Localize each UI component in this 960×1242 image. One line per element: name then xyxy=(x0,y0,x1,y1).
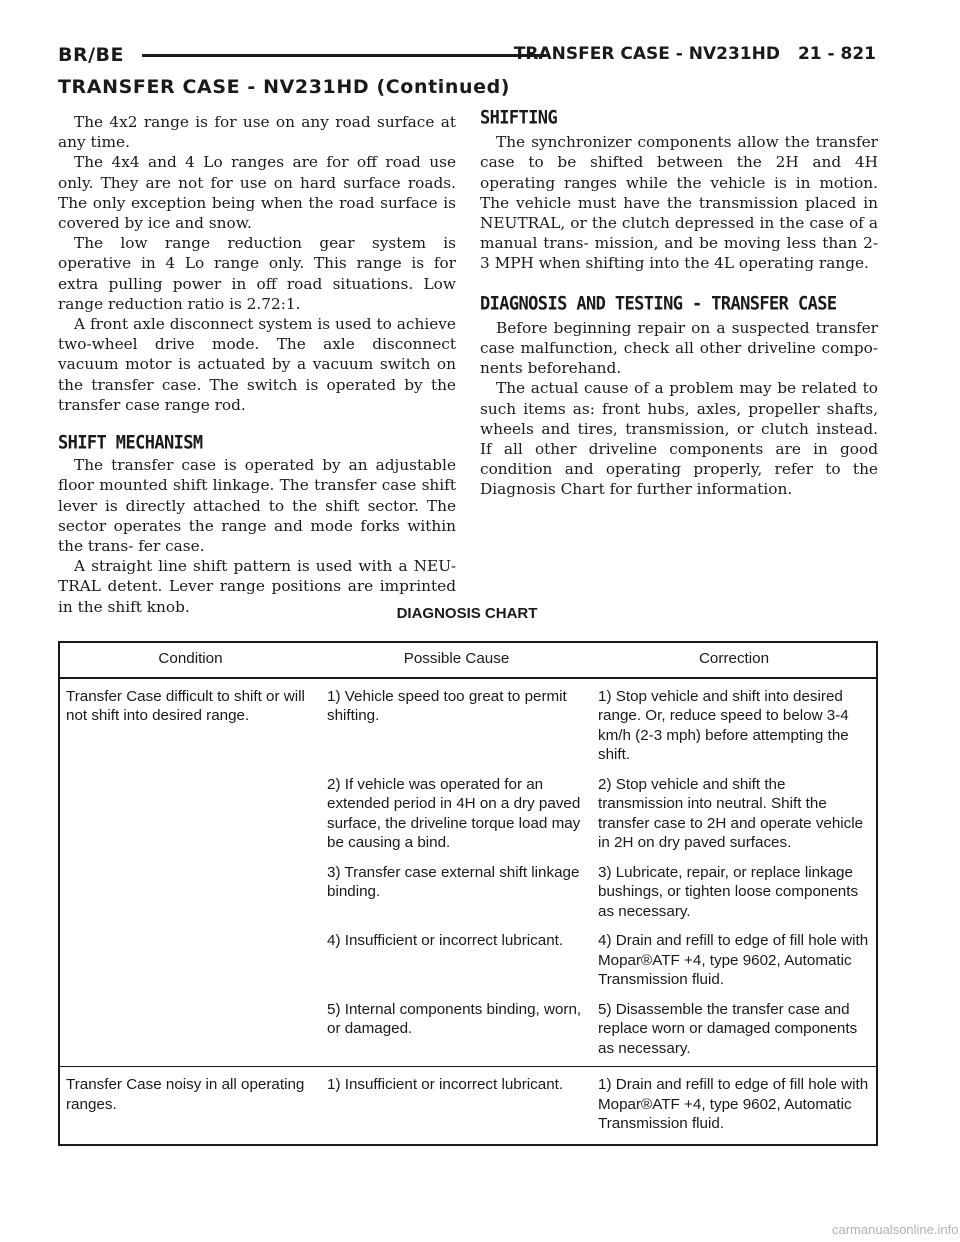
cause-cell: 2) If vehicle was operated for an extended period in 4H on a dry paved surface, the driveline torque load may be causing a bind. xyxy=(327,775,581,851)
diagnosis-chart-table xyxy=(58,641,878,1146)
diagnosis-chart-title: DIAGNOSIS CHART xyxy=(396,605,538,622)
table-row xyxy=(59,853,877,922)
left-column xyxy=(58,112,456,617)
paragraph: A straight line shift pattern is used with a NEU- TRAL detent. Lever range positions are imprinted in the shift knob. xyxy=(58,557,456,616)
table-row xyxy=(59,765,877,853)
correction-cell: 2) Stop vehicle and shift the transmission into neutral. Shift the transfer case to 2H and operate vehicle in 2H on dry paved surfaces. xyxy=(598,775,864,851)
paragraph: The transfer case is operated by an adjustable floor mounted shift linkage. The transfer case shift lever is directly attached to the shift sector. The sector operates the range and mode forks within the trans- fer case. xyxy=(58,456,456,556)
table-row xyxy=(59,1067,877,1145)
correction-cell: 5) Disassemble the transfer case and replace worn or damaged components as necessary. xyxy=(598,1000,858,1057)
paragraph: A front axle disconnect system is used to achieve two-wheel drive mode. The axle disconnect vacuum motor is actuated by a vacuum switch on the transfer case. The switch is operated by the transfer case range rod. xyxy=(58,315,456,414)
condition-cell xyxy=(59,765,321,853)
condition-cell xyxy=(59,921,321,990)
condition-cell: Transfer Case difficult to shift or will not shift into desired range. xyxy=(66,687,305,724)
paragraph: The synchronizer components allow the transfer case to be shifted between the 2H and 4H operating ranges while the vehicle is in motion. The vehicle must have the transmission placed in NEUTRAL, or the clutch depressed in the case of a manual trans- mission, and be moving less than 2-3 MPH when shifting into the 4L operating range. xyxy=(480,133,878,273)
correction-cell: 1) Drain and refill to edge of fill hole with Mopar®ATF +4, type 9602, Automatic Transmission fluid. xyxy=(592,1067,877,1145)
cause-cell: 3) Transfer case external shift linkage binding. xyxy=(327,863,580,900)
paragraph: The actual cause of a problem may be related to such items as: front hubs, axles, propeller shafts, wheels and tires, transmission, or clutch instead. If all other driveline components are in good condition and operating properly, refer to the Diagnosis Chart for further information. xyxy=(480,379,878,499)
paragraph: Before beginning repair on a suspected transfer case malfunction, check all other driveline compo- nents beforehand. xyxy=(480,318,878,378)
section-heading-diagnosis: DIAGNOSIS AND TESTING - TRANSFER CASE xyxy=(480,292,837,315)
condition-cell xyxy=(59,853,321,922)
continued-title: TRANSFER CASE - NV231HD (Continued) xyxy=(58,76,511,98)
correction-cell: 3) Lubricate, repair, or replace linkage bushings, or tighten loose components as necessary. xyxy=(598,863,859,920)
section-heading-shifting: SHIFTING xyxy=(480,106,558,130)
paragraph: The low range reduction gear system is operative in 4 Lo range only. This range is for extra pulling power in off road situations. Low range reduction ratio is 2.72:1. xyxy=(58,234,456,313)
right-column xyxy=(480,106,878,500)
cause-cell: 4) Insufficient or incorrect lubricant. xyxy=(327,932,564,949)
paragraph: The 4x4 and 4 Lo ranges are for off road use only. They are not for use on hard surface roads. The only exception being when the road surface is covered by ice and snow. xyxy=(58,153,456,233)
header-rule xyxy=(142,54,546,57)
table-row xyxy=(59,921,877,990)
header-section: TRANSFER CASE - NV231HD xyxy=(513,44,780,64)
column-header-cause: Possible Cause xyxy=(321,642,592,678)
column-header-correction: Correction xyxy=(592,642,877,678)
page-header xyxy=(58,44,876,72)
header-page-number: 21 - 821 xyxy=(797,44,876,64)
cause-cell: 5) Internal components binding, worn, or damaged. xyxy=(327,1000,582,1037)
table-header-row xyxy=(59,642,877,678)
header-model: BR/BE xyxy=(58,44,125,66)
condition-cell: Transfer Case noisy in all operating ranges. xyxy=(59,1067,321,1145)
section-heading-shift-mechanism: SHIFT MECHANISM xyxy=(58,431,203,455)
cause-cell: 1) Insufficient or incorrect lubricant. xyxy=(321,1067,592,1145)
paragraph: The 4x2 range is for use on any road surface at any time. xyxy=(58,113,456,152)
condition-cell xyxy=(59,990,321,1067)
header-right xyxy=(514,44,876,64)
watermark: carmanualsonline.info xyxy=(832,1222,959,1237)
column-header-condition: Condition xyxy=(59,642,321,678)
table-row xyxy=(59,990,877,1067)
correction-cell: 4) Drain and refill to edge of fill hole with Mopar®ATF +4, type 9602, Automatic Transmission fluid. xyxy=(598,932,869,988)
cause-cell: 1) Vehicle speed too great to permit shifting. xyxy=(327,687,567,724)
table-row xyxy=(59,678,877,765)
correction-cell: 1) Stop vehicle and shift into desired range. Or, reduce speed to below 3-4 km/h (2-3 mph) before attempting the shift. xyxy=(598,687,849,763)
